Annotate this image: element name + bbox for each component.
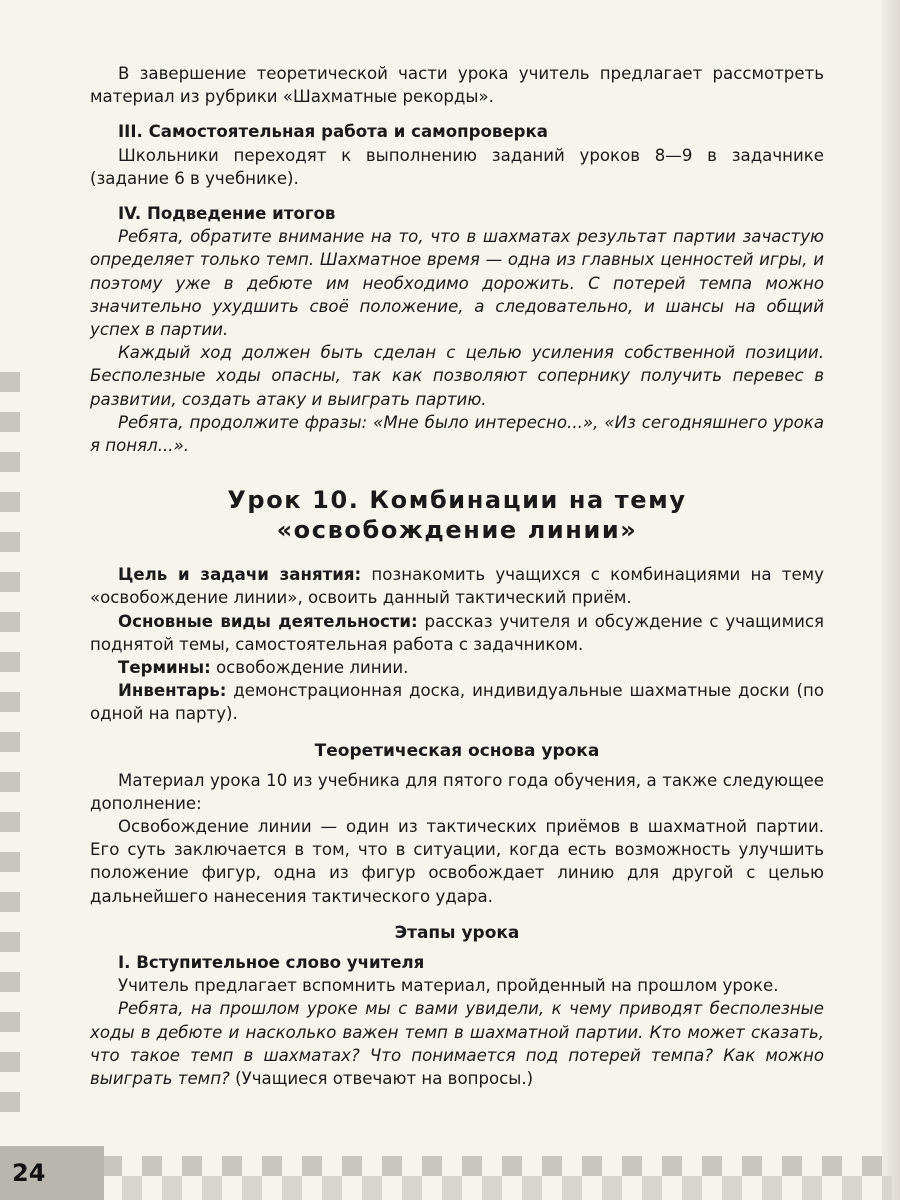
- lesson-goal-text: познакомить учащихся с комбинациями на тему «освобождение линии», освоить данный тактический приём.: [90, 565, 824, 608]
- lesson-inventory: [90, 679, 824, 725]
- theory-heading: Теоретическая основа урока: [314, 740, 600, 761]
- intro-paragraph: В завершение теоретической части урока учитель предлагает рассмотреть материал из рубрики «Шахматные рекорды».: [90, 64, 824, 107]
- section-4-heading: IV. Подведение итогов: [118, 204, 336, 224]
- lesson-terms: [90, 656, 824, 679]
- stage-1-heading: I. Вступительное слово учителя: [118, 952, 425, 972]
- page-edge-shadow: [882, 0, 900, 1200]
- section-3-paragraph: Школьники переходят к выполнению заданий уроков 8—9 в задачнике (задание 6 в учебнике).: [90, 145, 824, 188]
- checker-margin-bottom: [102, 1156, 892, 1176]
- stage-1-paragraph-2: [90, 997, 824, 1090]
- page-number: 24: [0, 1146, 104, 1200]
- section-4-paragraph-1: Ребята, обратите внимание на то, что в шахматах результат партии зачастую определяет только темп. Шахматное время — одна из главных ценностей игры, и поэтому уже в дебюте им необходимо дорожить. С потерей темпа можно значительно ухудшить своё положение, а следовательно, и шансы на общий успех в партии.: [90, 227, 824, 340]
- lesson-activities: [90, 610, 824, 656]
- lesson-title-line-2: «освобождение линии»: [276, 516, 638, 545]
- stage-1-paragraph-2-italic: Ребята, на прошлом уроке мы с вами увидели, к чему приводят бесполезные ходы в дебюте и насколько важен темп в шахматной партии. Кто может сказать, что такое темп в шахматах? Что понимается под потерей темпа? Как можно выиграть темп?: [90, 999, 824, 1088]
- lesson-terms-label: Термины:: [118, 658, 211, 678]
- lesson-goal: [90, 563, 824, 609]
- section-4-paragraph-2: Каждый ход должен быть сделан с целью усиления собственной позиции. Бесполезные ходы опасны, так как позволяют сопернику получить перевес в развитии, создать атаку и выиграть партию.: [90, 343, 824, 409]
- checker-margin-left: [0, 372, 20, 1132]
- lesson-terms-text: освобождение линии.: [210, 658, 409, 678]
- page-content: [90, 62, 824, 1090]
- section-4-paragraph-3: Ребята, продолжите фразы: «Мне было интересно...», «Из сегодняшнего урока я понял...».: [90, 412, 824, 456]
- lesson-activities-text: рассказ учителя и обсуждение с учащимися поднятой темы, самостоятельная работа с задачником.: [90, 611, 824, 654]
- lesson-inventory-label: Инвентарь:: [118, 681, 227, 701]
- lesson-goal-label: Цель и задачи занятия:: [118, 565, 362, 585]
- lesson-title: [90, 485, 824, 545]
- lesson-inventory-text: демонстрационная доска, индивидуальные шахматные доски (по одной на парту).: [90, 681, 824, 724]
- lesson-title-line-1: Урок 10. Комбинации на тему: [227, 486, 687, 515]
- stage-1-paragraph-2-normal: (Учащиеся отвечают на вопросы.): [229, 1068, 534, 1088]
- stages-heading: Этапы урока: [394, 922, 520, 943]
- lesson-activities-label: Основные виды деятельности:: [118, 611, 418, 631]
- theory-paragraph-2: Освобождение линии — один из тактических приёмов в шахматной партии. Его суть заключается в том, что в ситуации, когда есть возможность улучшить положение фигур, одна из фигур освобождает линию для другой с целью дальнейшего нанесения тактического удара.: [90, 817, 824, 906]
- checker-margin-bottom-row2: [122, 1176, 892, 1200]
- stage-1-paragraph-1: Учитель предлагает вспомнить материал, пройденный на прошлом уроке.: [118, 976, 779, 996]
- section-3-heading: III. Самостоятельная работа и самопроверка: [118, 122, 548, 142]
- theory-paragraph-1: Материал урока 10 из учебника для пятого года обучения, а также следующее дополнение:: [90, 770, 824, 813]
